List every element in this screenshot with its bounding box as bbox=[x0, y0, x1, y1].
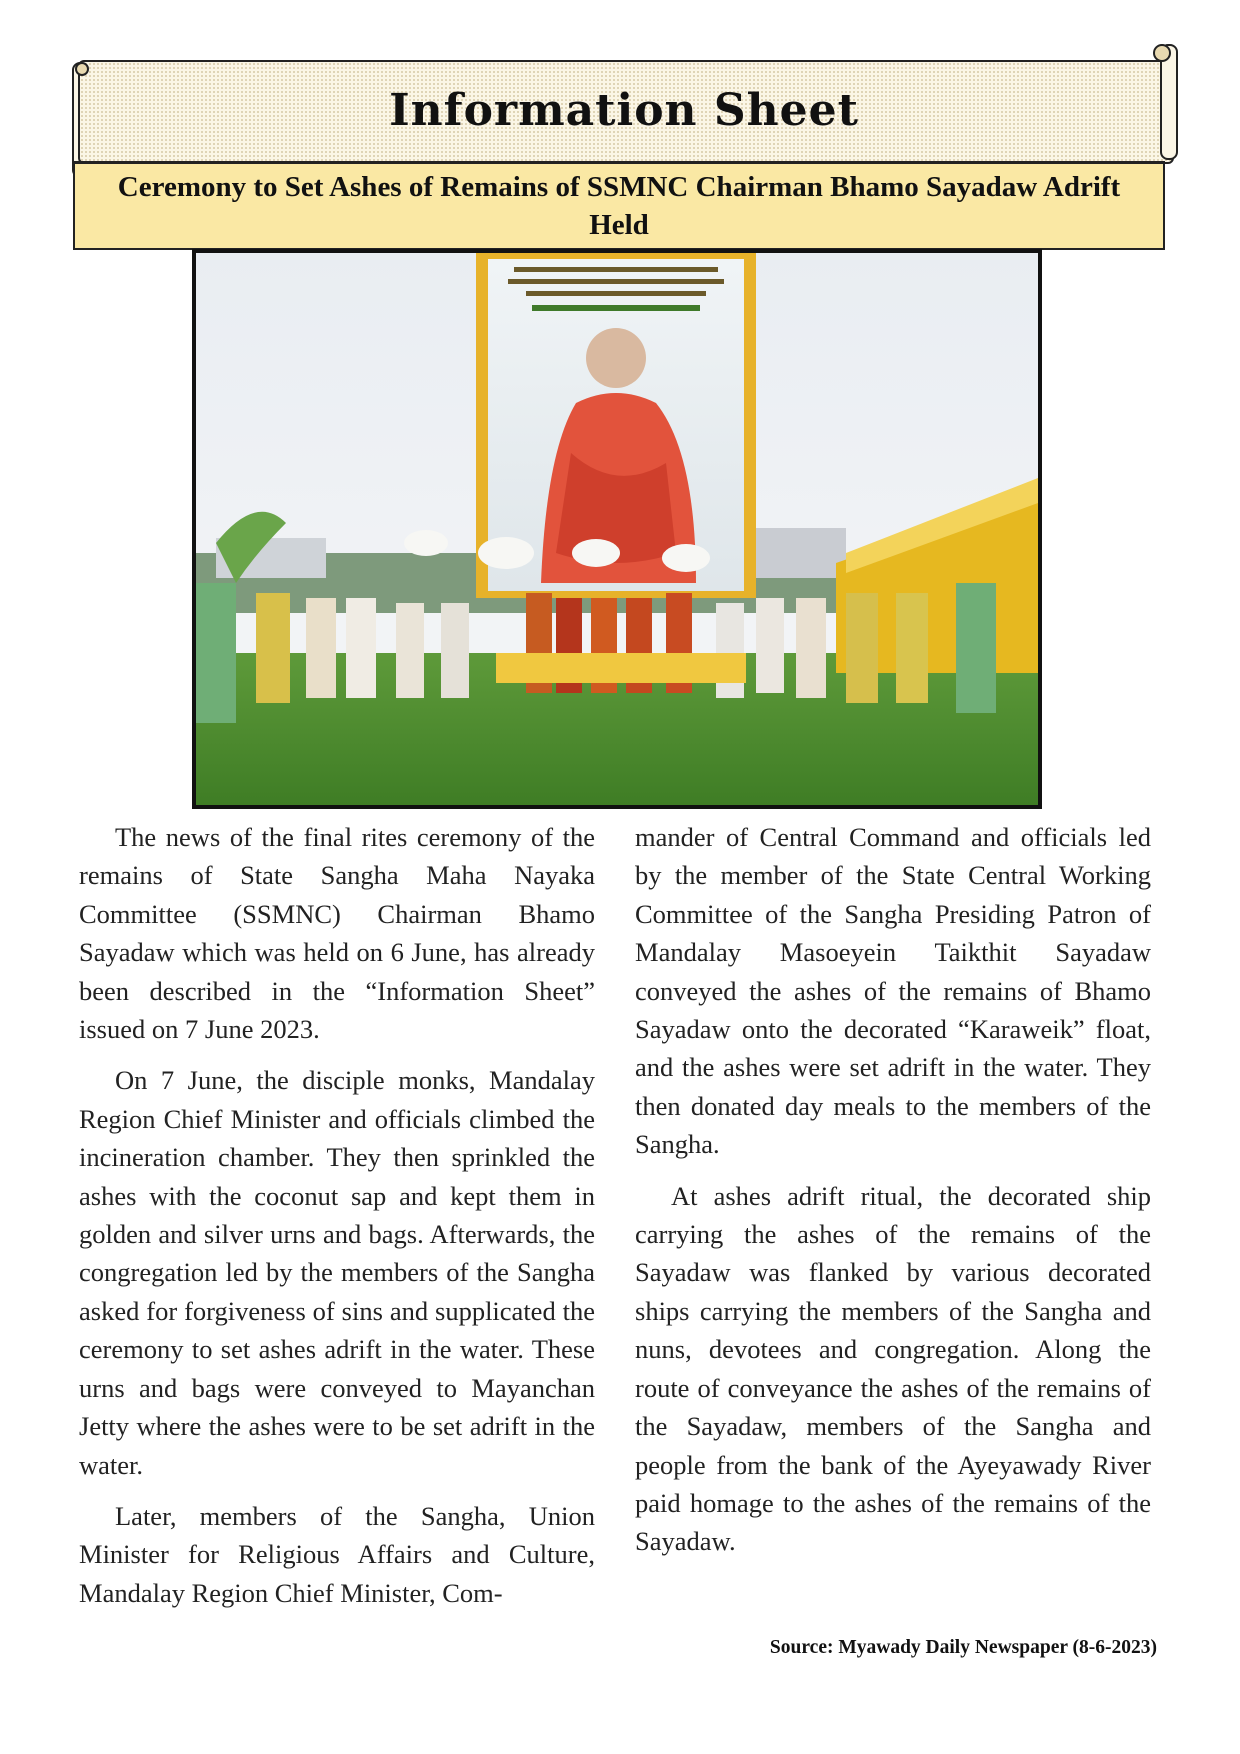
article-paragraph: The news of the final rites ceremony of the remains of State Sangha Maha Nayaka Committee (SSMNC) Chairman Bhamo Sayadaw which was held on 6 June, has already been described in the “Information Sheet” issued on 7 June 2023. bbox=[79, 822, 595, 1045]
article-headline: Ceremony to Set Ashes of Remains of SSMNC Chairman Bhamo Sayadaw Adrift Held bbox=[117, 171, 1121, 241]
article-column-right bbox=[635, 818, 1151, 1574]
article-paragraph: On 7 June, the disciple monks, Mandalay Region Chief Minister and officials climbed the incineration chamber. They then sprinkled the ashes with the coconut sap and kept them in golden and silver urns and bags. Afterwards, the congregation led by the members of the Sangha asked for forgiveness of sins and supplicated the ceremony to set ashes adrift in the water. These urns and bags were conveyed to Mayanchan Jetty where the ashes were to be set adrift in the water. bbox=[79, 1065, 595, 1480]
article-paragraph: At ashes adrift ritual, the decorated ship carrying the ashes of the remains of the Sayadaw was flanked by various decorated ships carrying the members of the Sangha and nuns, devotees and congregation. Along the route of conveyance the ashes of the remains of the Sayadaw, members of the Sangha and people from the bank of the Ayeyawady River paid homage to the ashes of the remains of the Sayadaw. bbox=[635, 1180, 1151, 1557]
article-paragraph: Later, members of the Sangha, Union Minister for Religious Affairs and Culture, Mandalay Region Chief Minister, Com- bbox=[79, 1500, 595, 1608]
source-credit: Source: Myawady Daily Newspaper (8-6-2023) bbox=[769, 1637, 1157, 1658]
article-paragraph: mander of Central Command and officials led by the member of the State Central Working Committee of the Sangha Presiding Patron of Mandalay Masoeyein Taikthit Sayadaw conveyed the ashes of the remains of Bhamo Sayadaw onto the decorated “Karaweik” float, and the ashes were set adrift in the water. They then donated day meals to the members of the Sangha. bbox=[635, 822, 1151, 1160]
subtitle-banner bbox=[73, 161, 1165, 250]
article-column-left bbox=[79, 818, 595, 1625]
ceremony-photo bbox=[192, 249, 1042, 809]
ceremony-photo-illustration bbox=[196, 253, 1038, 805]
page-title: Information Sheet bbox=[389, 84, 859, 136]
